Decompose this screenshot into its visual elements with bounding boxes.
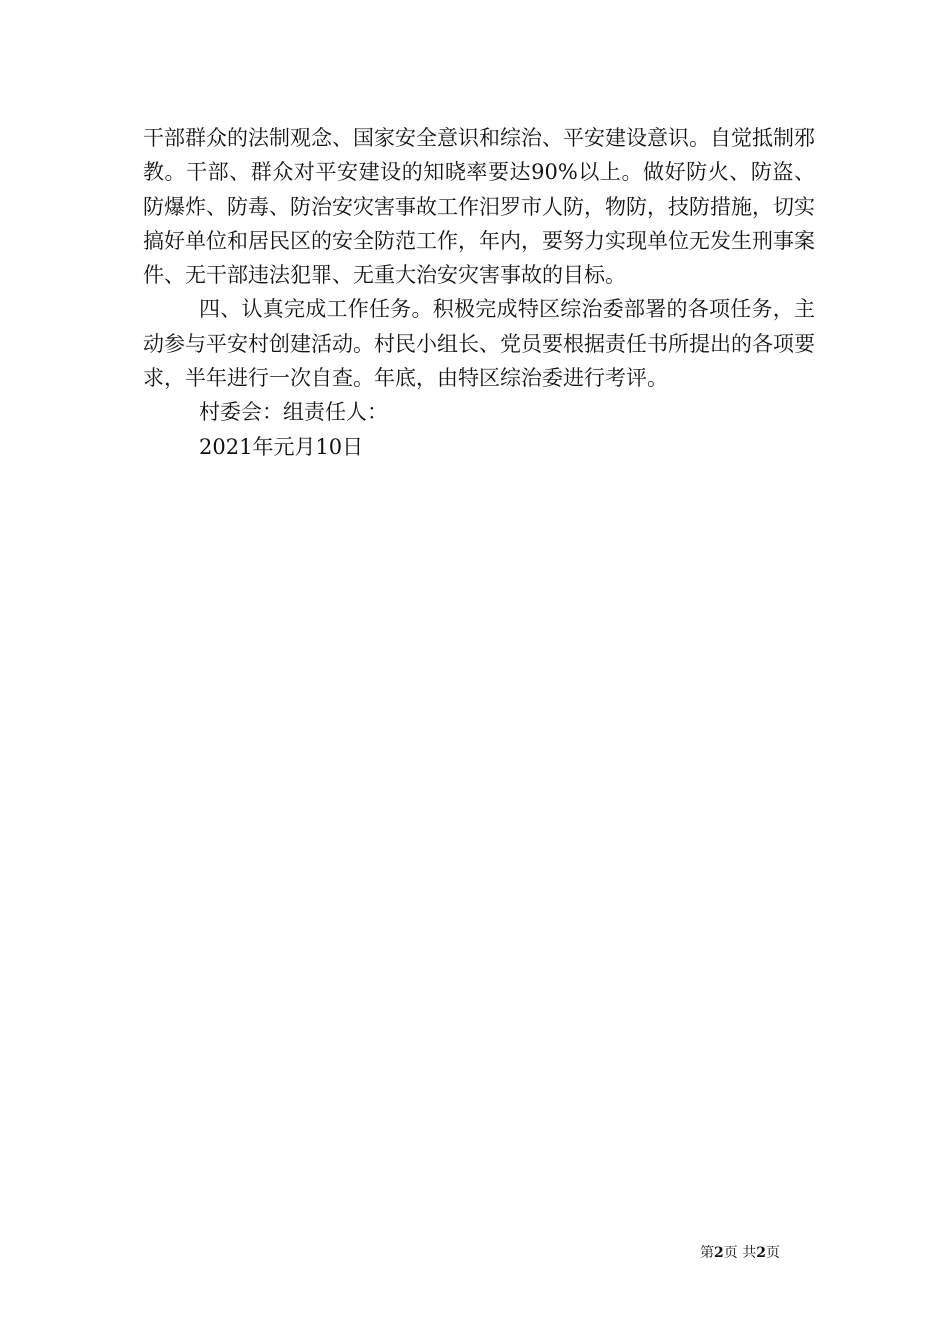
current-page-number: 2 [714, 1245, 724, 1261]
page-footer [700, 1244, 830, 1262]
document-date: 2021年元月10日 [199, 434, 364, 459]
paragraph-safety-measures: 干部群众的法制观念、国家安全意识和综治、平安建设意识。自觉抵制邪教。干部、群众对平安建设的知晓率要达90%以上。做好防火、防盗、防爆炸、防毒、防治安灾害事故工作汨罗市人防，物防，技防措施，切实搞好单位和居民区的安全防范工作，年内，要努力实现单位无发生刑事案件、无干部违法犯罪、无重大治安灾害事故的目标。 [143, 126, 815, 288]
paragraph-work-tasks: 四、认真完成工作任务。积极完成特区综治委部署的各项任务，主动参与平安村创建活动。村民小组长、党员要根据责任书所提出的各项要求，半年进行一次自查。年底，由特区综治委进行考评。 [143, 297, 815, 391]
total-page-count: 2 [756, 1245, 766, 1261]
page-number-suffix: 页 [765, 1245, 780, 1261]
page-number-prefix: 第 [700, 1245, 714, 1261]
page-number-mid: 页 共 [723, 1245, 757, 1261]
document-body [143, 121, 815, 464]
signature-line: 村委会：组责任人： [199, 400, 388, 425]
